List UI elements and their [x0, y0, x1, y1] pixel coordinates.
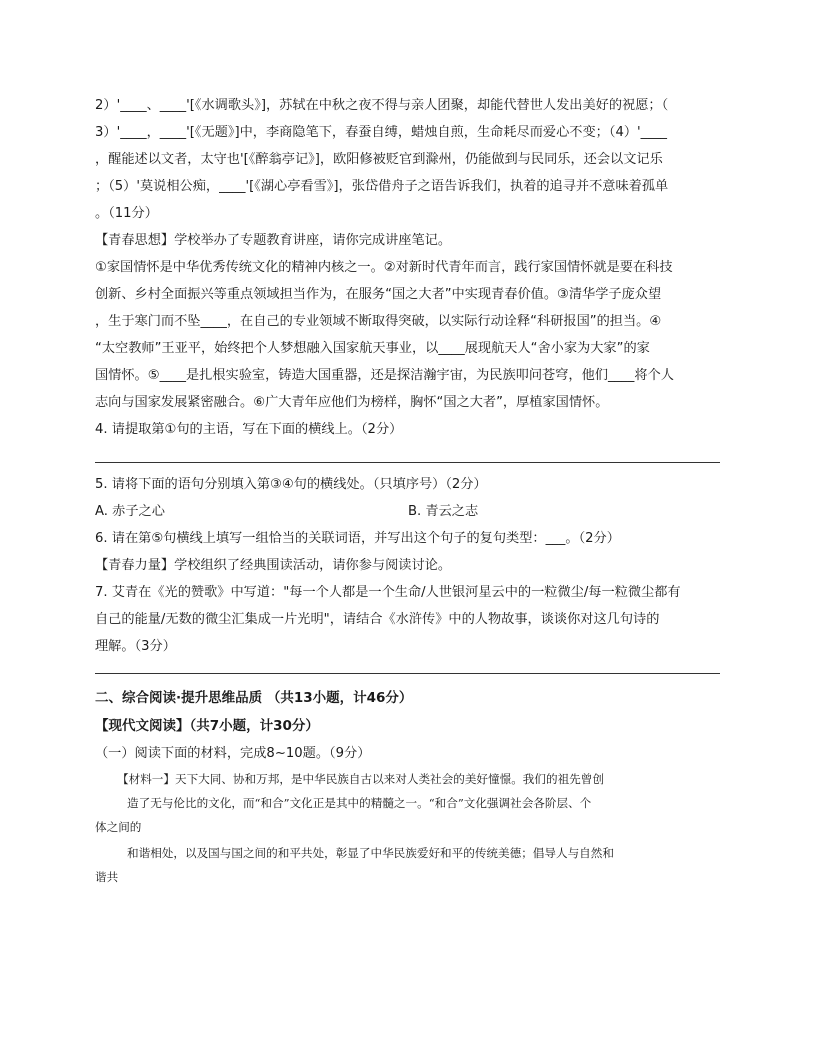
question-7-line-3: 理解。（3分） [95, 639, 176, 654]
material-line-4: 和谐相处，以及国与国之间的和平共处，彰显了中华民族爱好和平的传统美德；倡导人与自然和 [127, 846, 614, 860]
poem-fill-line-2: 3）'____，____'[《无题》]中，李商隐笔下，春蚕自缚，蜡烛自煎，生命耗尽而爱心不变；（4）'____ [95, 125, 668, 140]
material-line-2: 造了无与伦比的文化，而“和合”文化正是其中的精髓之一。“和合”文化强调社会各阶层、个 [127, 796, 592, 810]
poem-fill-line-4: ；（5）'莫说相公痴，____'[《湖心亭看雪》]，张岱借舟子之语告诉我们，执着的追寻并不意味着孤单 [95, 179, 669, 194]
youth-thought-para-3: ，生于寒门而不坠____，在自己的专业领域不断取得突破，以实际行动诠释“科研报国”的担当。④ [95, 314, 662, 329]
youth-thought-para-1: ①家国情怀是中华优秀传统文化的精神内核之一。②对新时代青年而言，践行家国情怀就是要在科技 [95, 260, 673, 275]
youth-thought-para-6: 志向与国家发展紧密融合。⑥广大青年应他们为榜样，胸怀“国之大者”，厚植家国情怀。 [95, 395, 609, 410]
youth-thought-para-2: 创新、乡村全面振兴等重点领域担当作为，在服务“国之大者”中实现青春价值。③清华学子庞众望 [95, 287, 662, 302]
option-b: B. 青云之志 [408, 504, 479, 519]
question-7-line-2: 自己的能量/无数的微尘汇集成一片光明"，请结合《水浒传》中的人物故事，谈谈你对这几句诗的 [95, 612, 660, 627]
poem-fill-line-3: ，醒能述以文者，太守也'[《醉翁亭记》]，欧阳修被贬官到滁州，仍能做到与民同乐，还会以文记乐 [95, 152, 663, 167]
poem-fill-line-1: 2）'____、____'[《水调歌头》]，苏轼在中秋之夜不得与亲人团聚，却能代替世人发出美好的祝愿；（ [95, 98, 669, 113]
question-6: 6. 请在第⑤句横线上填写一组恰当的关联词语，并写出这个句子的复句类型：___。（2分） [95, 531, 620, 546]
reading-intro: （一）阅读下面的材料，完成8~10题。（9分） [95, 746, 371, 761]
material-line-3: 体之间的 [95, 820, 142, 834]
material-line-1: 【材料一】天下大同、协和万邦，是中华民族自古以来对人类社会的美好憧憬。我们的祖先曾创 [117, 772, 604, 786]
exam-page [95, 92, 721, 889]
youth-thought-para-5: 国情怀。⑤____是扎根实验室，铸造大国重器，还是探洁瀚宇宙，为民族叩问苍穹，他们____将个人 [95, 368, 674, 383]
question-5: 5. 请将下面的语句分别填入第③④句的横线处。（只填序号）（2分） [95, 477, 487, 492]
answer-line-q7[interactable] [95, 672, 720, 674]
material-line-5: 谐共 [95, 870, 119, 884]
poem-fill-line-5: 。（11分） [95, 206, 158, 221]
option-a: A. 赤子之心 [95, 504, 165, 519]
section-2-subtitle: 【现代文阅读】（共7小题，计30分） [95, 718, 319, 734]
question-7-line-1: 7. 艾青在《光的赞歌》中写道："每一个人都是一个生命/人世银河星云中的一粒微尘/每一粒微尘都有 [95, 585, 681, 600]
youth-thought-para-4: “太空教师”王亚平，始终把个人梦想融入国家航天事业，以____展现航天人“舍小家为大家”的家 [95, 341, 650, 356]
question-5-options [95, 498, 721, 525]
answer-line-q4[interactable] [95, 461, 720, 463]
youth-thought-heading: 【青春思想】学校举办了专题教育讲座，请你完成讲座笔记。 [95, 233, 452, 248]
youth-power-heading: 【青春力量】学校组织了经典围读活动，请你参与阅读讨论。 [95, 558, 452, 573]
question-4: 4. 请提取第①句的主语，写在下面的横线上。（2分） [95, 422, 403, 437]
section-2-title: 二、综合阅读·提升思维品质 （共13小题，计46分） [95, 690, 413, 706]
